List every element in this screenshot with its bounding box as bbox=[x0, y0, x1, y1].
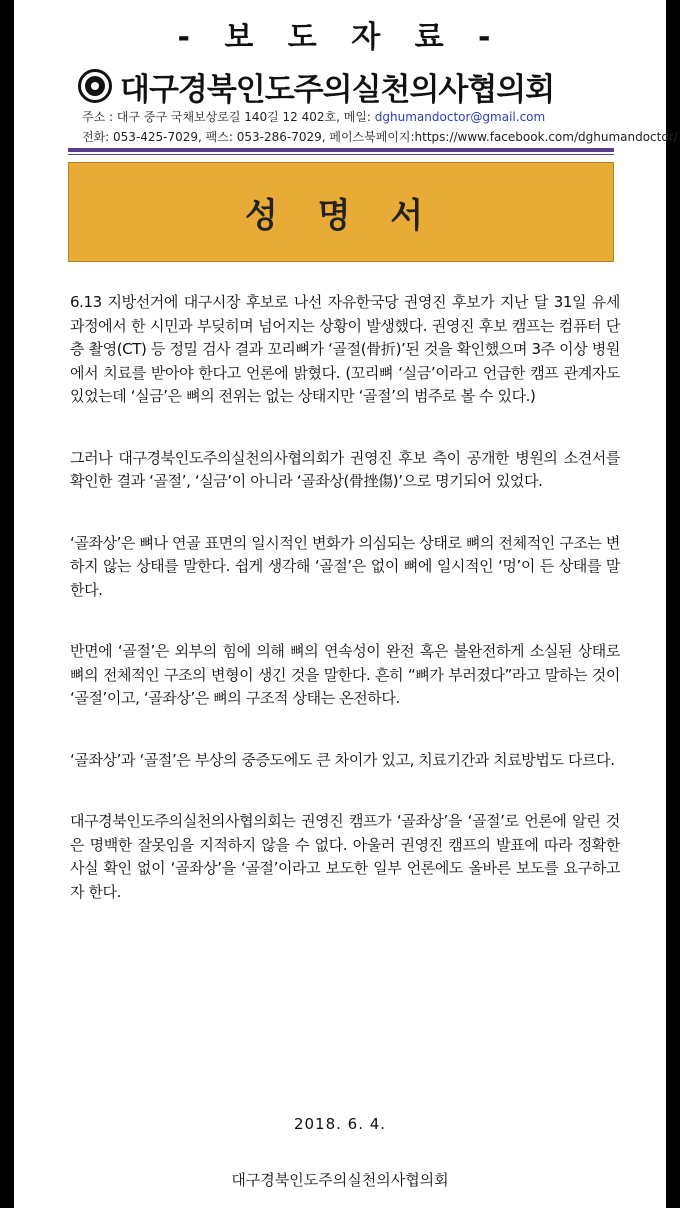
organization-name: 대구경북인도주의실천의사협의회 bbox=[120, 71, 555, 108]
body-paragraph: 대구경북인도주의실천의사협의회는 권영진 캠프가 ‘골좌상’을 ‘골절’로 언론에 알린 것은 명백한 잘못임을 지적하지 않을 수 없다. 아울러 권영진 캠프의 발표에 따라 정확한 사실 확인 없이 ‘골좌상’을 ‘골절’이라고 보도한 일부 언론에도 올바른 보도를 요구하고자 한다. bbox=[70, 812, 620, 901]
statement-title: 성 명 서 bbox=[244, 195, 438, 236]
statement-body bbox=[70, 291, 620, 942]
contact-line: 전화: 053-425-7029, 팩스: 053-286-7029, 페이스북페이지:https://www.facebook.com/dghumandoctor/ bbox=[82, 130, 678, 144]
statement-banner bbox=[68, 162, 614, 262]
header-divider-thin bbox=[68, 154, 614, 155]
document-page bbox=[14, 0, 678, 1208]
signature-organization: 대구경북인도주의실천의사협의회 bbox=[231, 1171, 449, 1189]
email-link[interactable]: dghumandoctor@gmail.com bbox=[374, 110, 546, 124]
organization-header bbox=[78, 64, 554, 108]
body-paragraph: 6.13 지방선거에 대구시장 후보로 나선 자유한국당 권영진 후보가 지난 달 31일 유세 과정에서 한 시민과 부딪히며 넘어지는 상황이 발생했다. 권영진 후보 캠프는 컴퓨터 단층 촬영(CT) 등 정밀 검사 결과 꼬리뼈가 ‘골절(骨折)’된 것을 확인했으며 3주 이상 병원에서 치료를 받아야 한다고 언론에 밝혔다. (꼬리뼈 ‘실금’이라고 언급한 캠프 관계자도 있었는데 ‘실금’은 뼈의 전위는 없는 상태지만 ‘골절’의 범주로 볼 수 있다.) bbox=[70, 293, 620, 405]
body-paragraph: 그러나 대구경북인도주의실천의사협의회가 권영진 후보 측이 공개한 병원의 소견서를 확인한 결과 ‘골절’, ‘실금’이 아니라 ‘골좌상(骨挫傷)’으로 명기되어 있었다. bbox=[70, 448, 620, 490]
header-divider-thick bbox=[68, 148, 614, 152]
address-line bbox=[82, 108, 545, 125]
address-text: 주소 : 대구 중구 국채보상로길 140길 12 402호, 메일: bbox=[82, 110, 375, 124]
body-paragraph: ‘골좌상’과 ‘골절’은 부상의 중증도에도 큰 차이가 있고, 치료기간과 치료방법도 다르다. bbox=[70, 750, 615, 769]
body-paragraph: ‘골좌상’은 뼈나 연골 표면의 일시적인 변화가 의심되는 상태로 뼈의 전체적인 구조는 변하지 않는 상태를 말한다. 쉽게 생각해 ‘골절’은 없이 뼈에 일시적인 ‘멍’이 든 상태를 말한다. bbox=[70, 533, 620, 599]
statement-date: 2018. 6. 4. bbox=[293, 1115, 387, 1133]
organization-seal-icon bbox=[78, 69, 112, 103]
body-paragraph: 반면에 ‘골절’은 외부의 힘에 의해 뼈의 연속성이 완전 혹은 불완전하게 소실된 상태로 뼈의 전체적인 구조의 변형이 생긴 것을 말한다. 흔히 “뼈가 부러졌다”라고 말하는 것이 ‘골절’이고, ‘골좌상’은 뼈의 구조적 상태는 온전하다. bbox=[70, 642, 620, 707]
press-release-label: - 보 도 자 료 - bbox=[177, 20, 503, 55]
